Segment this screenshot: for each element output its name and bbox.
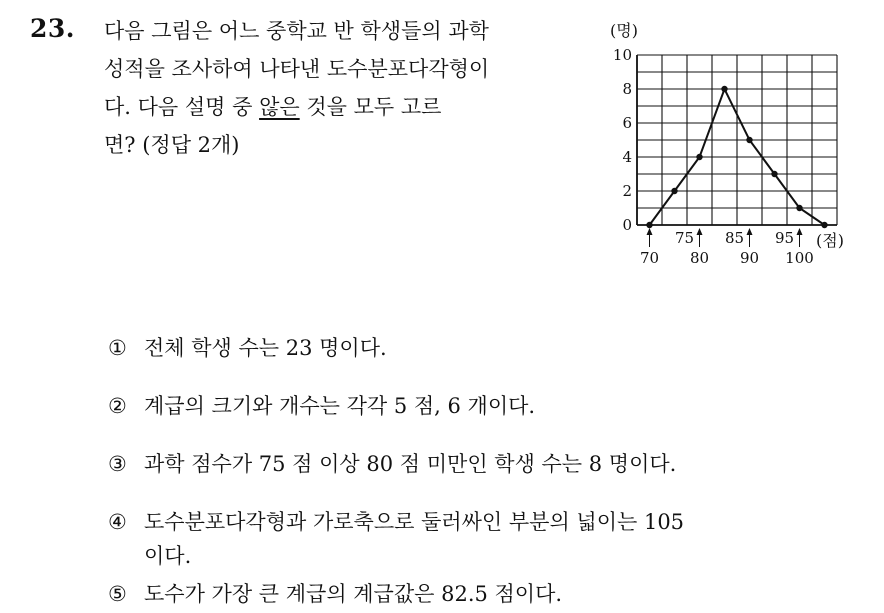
x-tick-label-top: 85 [724, 229, 745, 247]
x-tick-label-top: 75 [674, 229, 695, 247]
y-tick-label: 10 [612, 46, 632, 64]
stem-line-3-tail: 것을 모두 고르 [299, 95, 442, 119]
option-1-mark: ① [108, 336, 127, 360]
data-point [746, 137, 752, 143]
option-4-mark: ④ [108, 510, 127, 534]
x-tick-label-bottom: 80 [689, 249, 710, 267]
data-point [821, 222, 827, 228]
data-point [796, 205, 802, 211]
chart-x-axis-label: (점) [816, 231, 844, 250]
option-1[interactable] [108, 332, 387, 362]
stem-underlined-word: 않은 [259, 95, 300, 119]
data-point [721, 86, 727, 92]
question-stem [104, 12, 594, 164]
stem-line-1: 다음 그림은 어느 중학교 반 학생들의 과학 [104, 19, 489, 43]
option-2-mark: ② [108, 394, 127, 418]
y-tick-label: 0 [622, 216, 632, 234]
x-tick-arrow-head [797, 228, 803, 235]
stem-line-2: 성적을 조사하여 나타낸 도수분포다각형이 [104, 57, 490, 81]
option-5-mark: ⑤ [108, 582, 127, 606]
data-point [771, 171, 777, 177]
stem-line-4: 면? (정답 2개) [104, 133, 240, 157]
x-tick-arrow-head [697, 228, 703, 235]
option-4[interactable] [108, 506, 684, 570]
chart-grid [637, 55, 837, 225]
data-point [671, 188, 677, 194]
option-2[interactable] [108, 390, 535, 420]
chart-y-axis-label: (명) [610, 21, 638, 40]
option-3-mark: ③ [108, 452, 127, 476]
x-tick-arrow-head [747, 228, 753, 235]
y-tick-label: 2 [622, 182, 632, 200]
data-point [696, 154, 702, 160]
option-4-continuation: 이다. [144, 544, 192, 568]
y-tick-label: 4 [622, 148, 632, 166]
option-5-text: 도수가 가장 큰 계급의 계급값은 82.5 점이다. [144, 582, 563, 606]
y-tick-label: 6 [622, 114, 632, 132]
x-tick-label-bottom: 100 [785, 249, 814, 267]
option-2-text: 계급의 크기와 개수는 각각 5 점, 6 개이다. [144, 394, 536, 418]
option-3-text: 과학 점수가 75 점 이상 80 점 미만인 학생 수는 8 명이다. [144, 452, 677, 476]
x-tick-label-bottom: 70 [639, 249, 660, 267]
option-5[interactable] [108, 578, 562, 608]
x-tick-label-bottom: 90 [739, 249, 760, 267]
frequency-polygon-chart [600, 10, 860, 272]
option-1-text: 전체 학생 수는 23 명이다. [144, 336, 387, 360]
stem-line-3-head: 다. 다음 설명 중 [104, 95, 260, 119]
stem-line-3 [104, 88, 594, 126]
x-tick-label-top: 95 [774, 229, 795, 247]
option-4-text: 도수분포다각형과 가로축으로 둘러싸인 부분의 넓이는 105 [144, 510, 685, 534]
x-tick-arrow-head [647, 228, 653, 235]
option-3[interactable] [108, 448, 676, 478]
data-point [646, 222, 652, 228]
question-number: 23. [30, 14, 75, 43]
y-tick-label: 8 [622, 80, 632, 98]
